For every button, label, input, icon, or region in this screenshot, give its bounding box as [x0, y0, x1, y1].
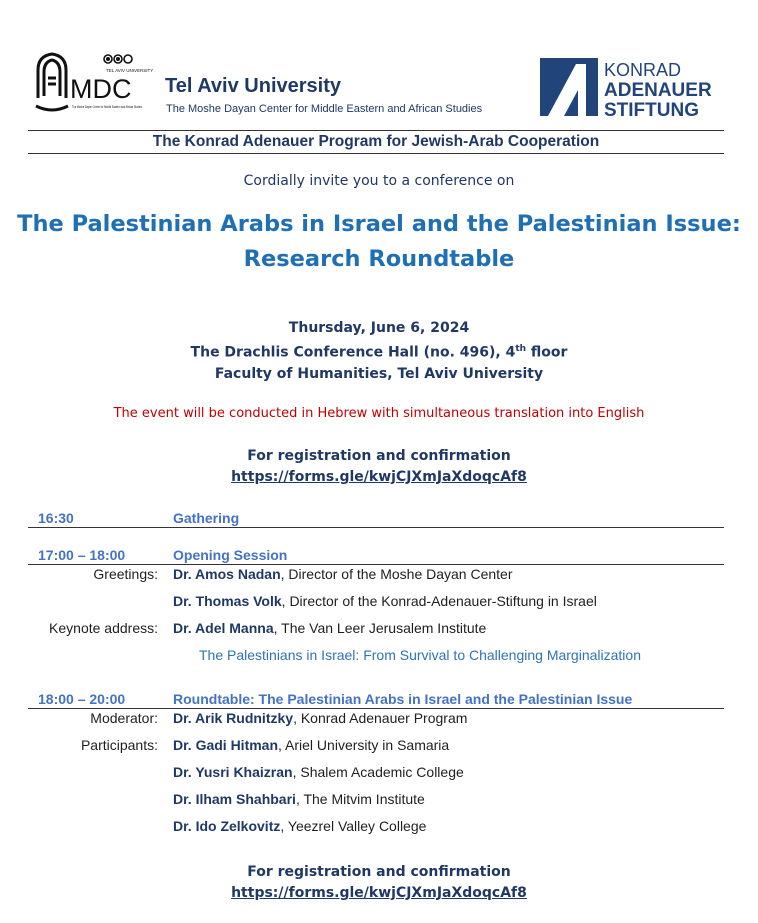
session-gathering	[28, 509, 724, 528]
keynote-talk-row	[0, 645, 758, 665]
participant-row	[0, 762, 758, 782]
mdc-caption-university: TEL AVIV UNIVERSITY	[106, 68, 154, 73]
session-title: Opening Session	[173, 547, 288, 563]
session-time: 17:00 – 18:00	[38, 547, 126, 563]
session-roundtable	[28, 690, 724, 709]
speaker	[173, 816, 426, 836]
event-faculty: Faculty of Humanities, Tel Aviv University	[214, 365, 544, 382]
speaker	[173, 735, 449, 755]
event-details	[0, 318, 758, 385]
speaker-name: Dr. Arik Rudnitzky	[173, 710, 294, 726]
speaker	[173, 618, 486, 638]
title-line-2: Research Roundtable	[243, 246, 515, 272]
mdc-logo	[34, 50, 154, 122]
speaker-affiliation: , The Mitvim Institute	[295, 791, 425, 807]
mdc-caption-center: The Moshe Dayan Center for Middle Eastern and African Studies	[72, 105, 143, 109]
speaker-affiliation: , Ariel University in Samaria	[278, 737, 450, 753]
registration-link[interactable]: https://forms.gle/kwjCJXmJaXdoqcAf8	[231, 885, 527, 901]
role-label: Keynote address:	[49, 620, 158, 636]
kas-a-emblem-icon	[540, 58, 598, 116]
mdc-letters: MDC	[70, 74, 132, 104]
speaker-name: Dr. Adel Manna	[173, 620, 274, 636]
role-label: Moderator:	[90, 710, 158, 726]
invite-line: Cordially invite you to a conference on	[243, 173, 515, 189]
role-label: Greetings:	[93, 566, 158, 582]
speaker-name: Dr. Ido Zelkovitz	[173, 818, 281, 834]
session-title: Roundtable: The Palestinian Arabs in Israel and the Palestinian Issue	[173, 691, 633, 707]
title-line-1: The Palestinian Arabs in Israel and the Palestinian Issue:	[17, 211, 741, 237]
speaker	[173, 564, 513, 584]
speaker-name: Dr. Amos Nadan	[173, 566, 281, 582]
speaker-name: Dr. Ilham Shahbari	[173, 791, 296, 807]
kas-line1: KONRAD	[604, 60, 682, 80]
participant-row	[0, 735, 758, 755]
speaker-affiliation: , Director of the Konrad-Adenauer-Stiftung in Israel	[281, 593, 597, 609]
greeting-row-2	[0, 591, 758, 611]
program-banner: The Konrad Adenauer Program for Jewish-Arab Cooperation	[28, 130, 724, 154]
speaker-name: Dr. Thomas Volk	[173, 593, 282, 609]
registration-block-bottom	[0, 862, 758, 904]
registration-label: For registration and confirmation	[247, 448, 511, 464]
registration-label: For registration and confirmation	[247, 864, 511, 880]
session-time: 16:30	[38, 510, 74, 526]
speaker-affiliation: , Shalem Academic College	[292, 764, 464, 780]
speaker-affiliation: , The Van Leer Jerusalem Institute	[273, 620, 487, 636]
participant-row	[0, 816, 758, 836]
speaker-affiliation: , Yeezrel Valley College	[280, 818, 427, 834]
registration-link[interactable]: https://forms.gle/kwjCJXmJaXdoqcAf8	[231, 469, 527, 485]
speaker	[173, 708, 467, 728]
kas-logo	[540, 58, 730, 120]
keynote-talk-title: The Palestinians in Israel: From Survival to Challenging Marginalization	[199, 647, 641, 663]
speaker-affiliation: , Director of the Moshe Dayan Center	[280, 566, 513, 582]
registration-block-top	[0, 446, 758, 488]
speaker	[173, 591, 597, 611]
greeting-row-1	[0, 564, 758, 584]
dome-arch-icon	[36, 54, 68, 110]
venue-prefix: The Drachlis Conference Hall (no. 496), 4	[190, 344, 516, 361]
session-opening	[28, 546, 724, 565]
kas-line2: ADENAUER	[604, 80, 712, 101]
venue-sup: th	[515, 344, 527, 354]
speaker-name: Dr. Yusri Khaizran	[173, 764, 293, 780]
venue-suffix: floor	[526, 344, 568, 361]
conference-title	[0, 207, 758, 277]
event-venue	[0, 339, 758, 364]
session-time: 18:00 – 20:00	[38, 691, 126, 707]
participant-row	[0, 789, 758, 809]
ornament-circles-icon	[104, 55, 132, 63]
center-name: The Moshe Dayan Center for Middle Eastern and African Studies	[166, 103, 483, 115]
kas-line3: STIFTUNG	[604, 100, 699, 121]
speaker	[173, 762, 464, 782]
language-note: The event will be conducted in Hebrew with simultaneous translation into English	[113, 406, 645, 421]
session-title: Gathering	[173, 510, 240, 526]
university-name: Tel Aviv University	[165, 75, 341, 97]
speaker-affiliation: , Konrad Adenauer Program	[293, 710, 468, 726]
event-date: Thursday, June 6, 2024	[288, 320, 470, 336]
speaker-name: Dr. Gadi Hitman	[173, 737, 279, 753]
speaker	[173, 789, 425, 809]
moderator-row	[0, 708, 758, 728]
role-label: Participants:	[80, 737, 158, 753]
keynote-row	[0, 618, 758, 638]
